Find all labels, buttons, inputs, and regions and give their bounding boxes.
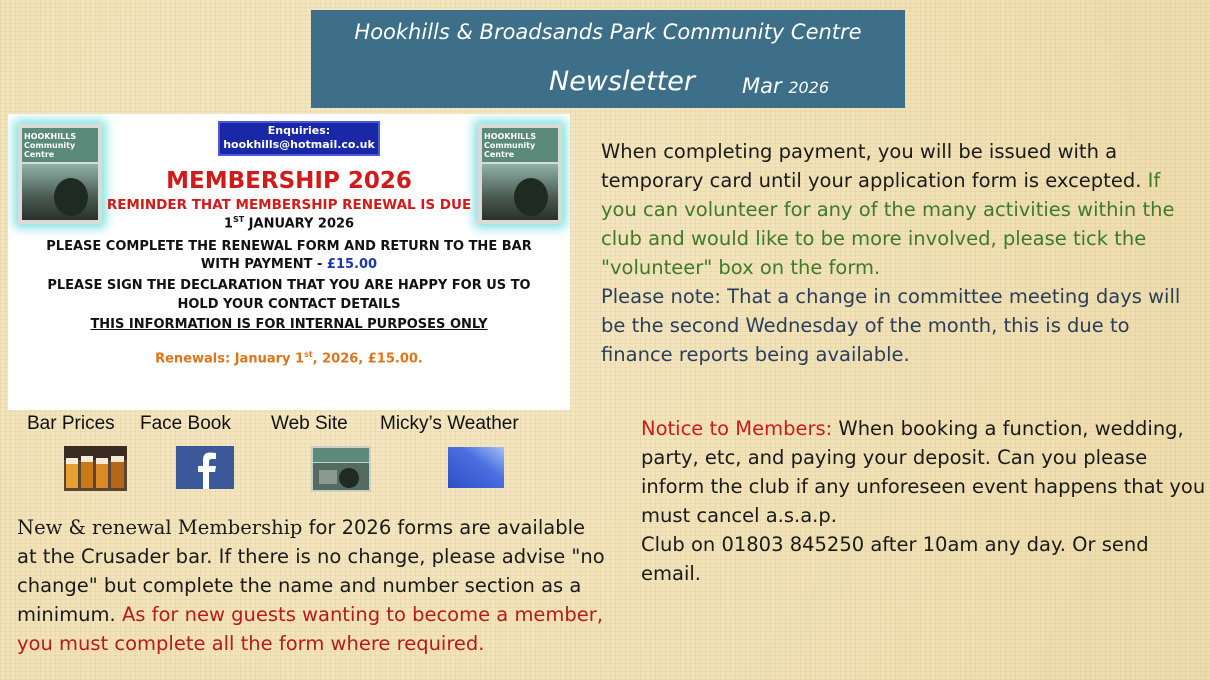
poster-renewals: Renewals: January 1st, 2026, £15.00. — [155, 350, 423, 367]
header-title: Hookhills & Broadsands Park Community Centre — [354, 20, 862, 44]
facebook-icon[interactable] — [176, 446, 234, 489]
committee-note-text: Please note: That a change in committee meeting days will be the second Wednesday of the month, this is due to finance reports being available. — [601, 285, 1181, 366]
payment-text: When completing payment, you will be issued with a temporary card until your application form is excepted. — [601, 140, 1148, 192]
poster-instruction-3: PLEASE SIGN THE DECLARATION THAT YOU ARE HAPPY FOR US TO — [47, 278, 531, 293]
poster-title: MEMBERSHIP 2026 — [166, 168, 412, 194]
payment-info-text — [601, 137, 1201, 369]
book-title: HOOKHILLS Community Centre — [484, 132, 537, 159]
header-newsletter-label: Newsletter — [549, 66, 695, 97]
website-icon[interactable] — [311, 446, 371, 492]
membership-body: for 2026 forms are available at the Crusader bar. If there is no change, please advise "no change" but complete the name and number section as a minimum. — [17, 516, 605, 626]
weather-link[interactable]: Micky’s Weather — [380, 413, 519, 434]
volunteer-text: If you can volunteer for any of the many activities within the club and would like to be more involved, please tick the "volunteer" box on the form. — [601, 169, 1175, 279]
notice-contact: Club on 01803 845250 after 10am any day. Or send email. — [641, 533, 1149, 585]
facebook-link[interactable]: Face Book — [140, 413, 231, 434]
membership-lead: New & renewal Membership — [17, 516, 309, 539]
poster-instruction-2: WITH PAYMENT - £15.00 — [200, 257, 378, 272]
poster-reminder: REMINDER THAT MEMBERSHIP RENEWAL IS DUE — [106, 197, 472, 213]
weather-icon[interactable] — [448, 447, 504, 488]
notice-label: Notice to Members: — [641, 417, 839, 440]
newsletter-header — [311, 10, 905, 108]
new-guests-text: As for new guests wanting to become a member, you must complete all the form where required. — [17, 603, 604, 655]
poster-price: £15.00 — [326, 257, 378, 272]
enquiries-email: hookhills@hotmail.co.uk — [223, 138, 375, 151]
poster-instruction-1: PLEASE COMPLETE THE RENEWAL FORM AND RETURN TO THE BAR — [46, 239, 532, 254]
website-link[interactable]: Web Site — [271, 413, 348, 434]
header-year: 2026 — [788, 78, 830, 97]
notice-to-members — [641, 414, 1210, 588]
poster-due-date: 1ST JANUARY 2026 — [223, 215, 355, 232]
membership-poster — [8, 114, 570, 410]
poster-instruction-5: THIS INFORMATION IS FOR INTERNAL PURPOSES ONLY — [90, 317, 488, 332]
notice-body: When booking a function, wedding, party, etc, and paying your deposit. Can you please inform the club if any unforeseen event happens that you must cancel a.s.a.p. — [641, 417, 1206, 527]
poster-instruction-4: HOLD YOUR CONTACT DETAILS — [177, 297, 401, 312]
header-date — [742, 74, 829, 98]
enquiries-box — [218, 121, 380, 156]
header-month: Mar — [742, 74, 782, 98]
beer-glasses-icon[interactable] — [64, 446, 127, 491]
membership-forms-text — [17, 513, 607, 658]
enquiries-label: Enquiries: — [267, 124, 331, 137]
book-title: HOOKHILLS Community Centre — [24, 132, 77, 159]
bar-prices-link[interactable]: Bar Prices — [27, 413, 115, 434]
